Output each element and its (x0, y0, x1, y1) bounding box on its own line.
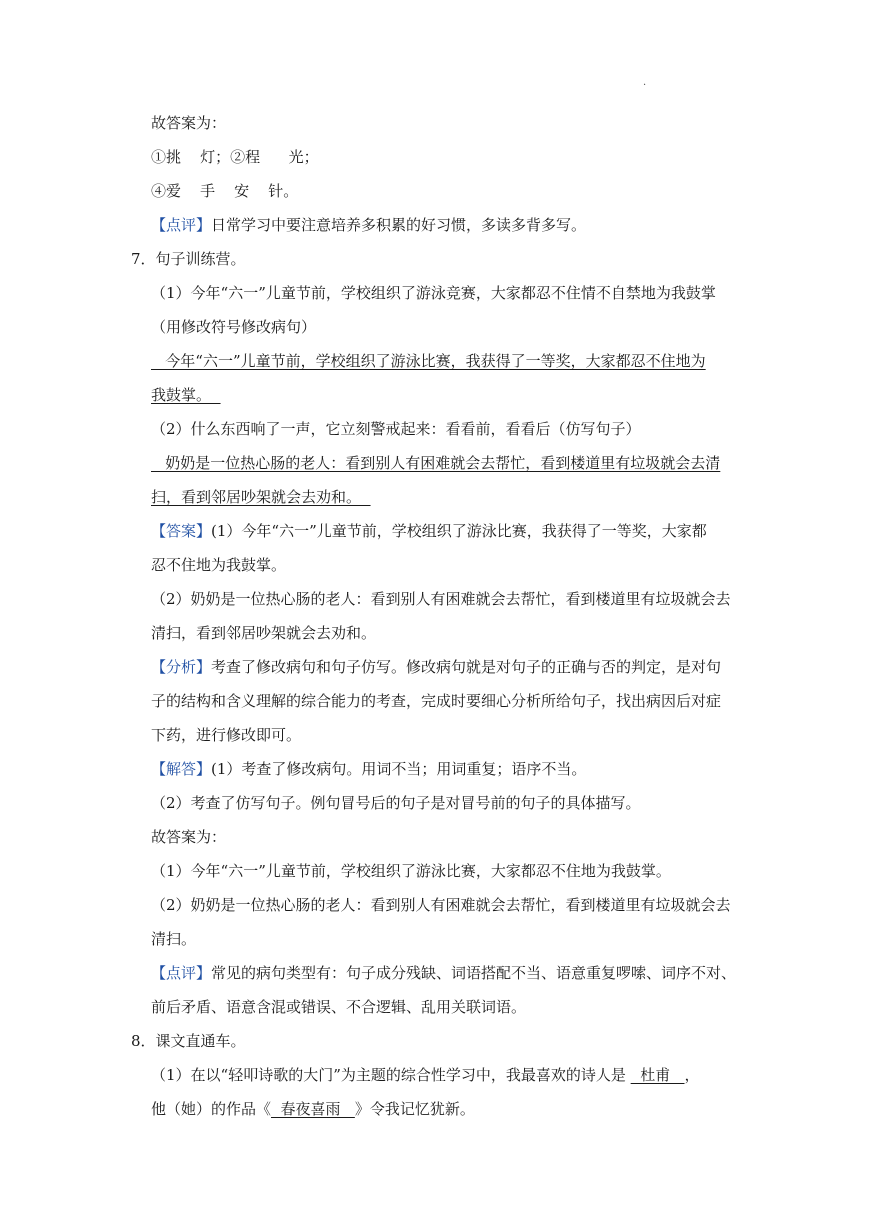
q8-p2-suffix: 》令我记忆犹新。 (354, 1100, 475, 1118)
q7-analysis-1 (151, 657, 721, 677)
comment-text: 日常学习中要注意培养多积累的好习惯，多读多背多写。 (211, 216, 587, 234)
q8-p1-suffix: ， (684, 1066, 700, 1084)
q6-answer-line-2: ④爱 手 安 针。 (151, 182, 299, 200)
q6-comment (151, 215, 586, 235)
q7-comment-1 (151, 963, 736, 983)
q7-title: 7．句子训练营。 (131, 250, 246, 268)
solution-tag: 【解答】 (151, 760, 212, 778)
comment-text: 常见的病句类型有：句子成分残缺、词语搭配不当、语意重复啰嗦、词序不对、 (211, 964, 737, 982)
answer-text: (1）今年“六一”儿童节前，学校组织了游泳比赛，我获得了一等奖，大家都 (211, 522, 707, 540)
answer-tag: 【答案】 (151, 522, 212, 540)
analysis-tag: 【分析】 (151, 658, 212, 676)
q7-p1-question-a: （1）今年“六一”儿童节前，学校组织了游泳竞赛，大家都忍不住情不自禁地为我鼓掌 (151, 284, 716, 302)
q8-p2-prefix: 他（她）的作品《 (151, 1100, 272, 1118)
q8-poet-blank: 杜甫 (630, 1066, 685, 1084)
q7-p1-question-b: （用修改符号修改病句） (151, 318, 317, 336)
q6-answer-intro: 故答案为： (151, 114, 227, 132)
solution-text: (1）考查了修改病句。用词不当；用词重复；语序不当。 (211, 760, 587, 778)
q7-answer-b2: 清扫，看到邻居吵架就会去劝和。 (151, 624, 377, 642)
q8-p1 (151, 1065, 700, 1085)
q7-p1-fill-a: 今年“六一”儿童节前，学校组织了游泳比赛，我获得了一等奖，大家都忍不住地为 (151, 352, 706, 370)
q7-final-2b: 清扫。 (151, 930, 197, 948)
q7-comment-2: 前后矛盾、语意含混或错误、不合逻辑、乱用关联词语。 (151, 998, 527, 1016)
q8-p2 (151, 1099, 475, 1119)
q7-answer-a2: 忍不住地为我鼓掌。 (151, 556, 287, 574)
q7-p1-fill-b: 我鼓掌。 (151, 386, 221, 404)
comment-tag: 【点评】 (151, 216, 212, 234)
q8-title: 8．课文直通车。 (131, 1032, 246, 1050)
q7-answer-a1 (151, 521, 707, 541)
q7-solution-2: （2）考查了仿写句子。例句冒号后的句子是对冒号前的句子的具体描写。 (151, 794, 641, 812)
q7-answer-intro: 故答案为： (151, 828, 227, 846)
q6-answer-line-1: ①挑 灯；②程 光； (151, 148, 319, 166)
q7-p2-fill-a: 奶奶是一位热心肠的老人：看到别人有困难就会去帮忙，看到楼道里有垃圾就会去清 (151, 454, 721, 472)
q8-work-blank: 春夜喜雨 (271, 1100, 355, 1118)
q7-final-1: （1）今年“六一”儿童节前，学校组织了游泳比赛，大家都忍不住地为我鼓掌。 (151, 862, 671, 880)
q7-p2-fill-b: 扫，看到邻居吵架就会去劝和。 (151, 488, 371, 506)
comment-tag: 【点评】 (151, 964, 212, 982)
q7-p2-question: （2）什么东西响了一声，它立刻警戒起来：看看前，看看后（仿写句子） (151, 420, 641, 438)
q7-final-2a: （2）奶奶是一位热心肠的老人：看到别人有困难就会去帮忙，看到楼道里有垃圾就会去 (151, 896, 731, 914)
analysis-text: 考查了修改病句和句子仿写。修改病句就是对句子的正确与否的判定，是对句 (211, 658, 722, 676)
page-dot: · (643, 80, 647, 91)
q7-analysis-3: 下药，进行修改即可。 (151, 726, 302, 744)
q8-p1-prefix: （1）在以“轻叩诗歌的大门”为主题的综合性学习中，我最喜欢的诗人是 (151, 1066, 631, 1084)
q7-analysis-2: 子的结构和含义理解的综合能力的考查，完成时要细心分析所给句子，找出病因后对症 (151, 692, 722, 710)
q7-answer-b1: （2）奶奶是一位热心肠的老人：看到别人有困难就会去帮忙，看到楼道里有垃圾就会去 (151, 590, 731, 608)
q7-solution-1 (151, 759, 586, 779)
